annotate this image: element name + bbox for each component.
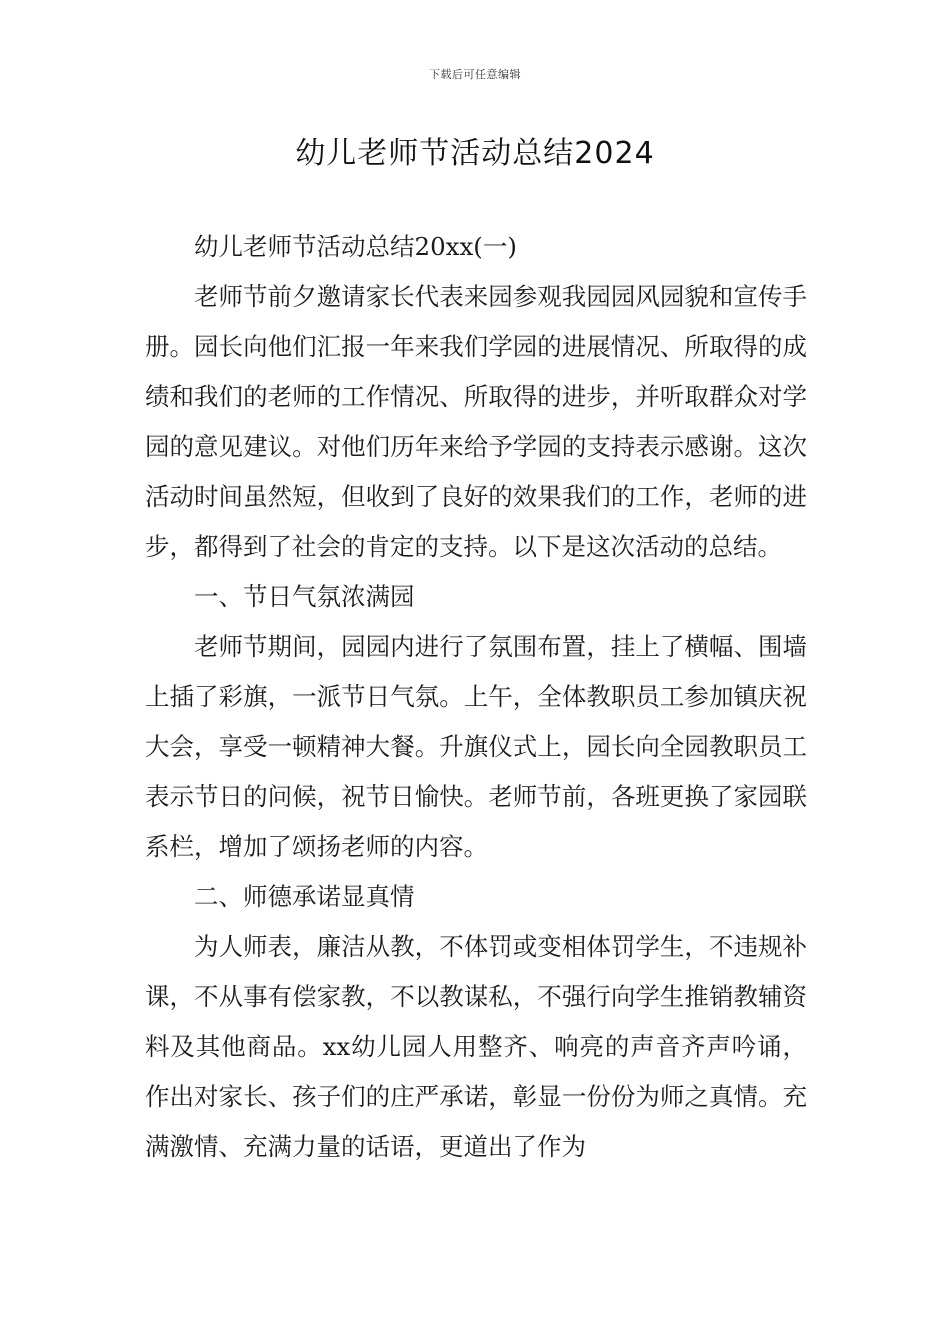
section-heading-1: 一、节日气氛浓满园 [194, 582, 415, 611]
subtitle-paragraph: 幼儿老师节活动总结20xx(一) [194, 232, 517, 261]
document-title: 幼儿老师节活动总结2024 [295, 136, 655, 171]
intro-paragraph: 老师节前夕邀请家长代表来园参观我园园风园貌和宣传手册。园长向他们汇报一年来我们学园的进展情况、所取得的成绩和我们的老师的工作情况、所取得的进步，并听取群众对学园的意见建议。对他们历年来给予学园的支持表示感谢。这次活动时间虽然短，但收到了良好的效果我们的工作，老师的进步，都得到了社会的肯定的支持。以下是这次活动的总结。 [145, 282, 807, 561]
document-body [145, 222, 807, 1172]
section-2-paragraph: 为人师表，廉洁从教，不体罚或变相体罚学生，不违规补课，不从事有偿家教，不以教谋私，不强行向学生推销教辅资料及其他商品。xx幼儿园人用整齐、响亮的声音齐声吟诵，作出对家长、孩子们的庄严承诺，彰显一份份为师之真情。充满激情、充满力量的话语，更道出了作为 [145, 932, 807, 1161]
section-1-paragraph: 老师节期间，园园内进行了氛围布置，挂上了横幅、围墙上插了彩旗，一派节日气氛。上午，全体教职员工参加镇庆祝大会，享受一顿精神大餐。升旗仪式上，园长向全园教职员工表示节日的问候，祝节日愉快。老师节前，各班更换了家园联系栏，增加了颂扬老师的内容。 [145, 632, 807, 861]
header-note: 下载后可任意编辑 [429, 68, 521, 81]
section-heading-2: 二、师德承诺显真情 [194, 882, 415, 911]
